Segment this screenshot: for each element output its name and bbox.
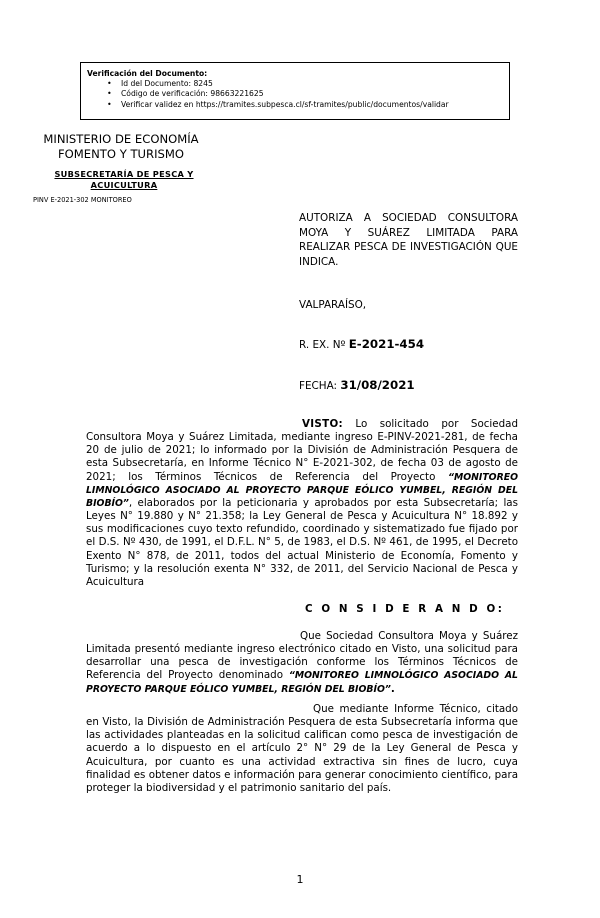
resolution-date xyxy=(299,378,415,392)
date-label: FECHA: xyxy=(299,380,338,392)
verification-url[interactable]: • Verificar validez en https://tramites.subpesca.cl/sf-tramites/public/documentos/validar xyxy=(107,100,509,110)
subsecretaria-name: SUBSECRETARÍA DE PESCA Y ACUICULTURA xyxy=(54,169,194,190)
visto-project-title: “MONITOREO LIMNOLÓGICO ASOCIADO AL PROYECTO PARQUE EÓLICO YUMBEL, REGIÓN DEL BIOBÍO” xyxy=(86,471,518,509)
date-value: 31/08/2021 xyxy=(340,378,415,392)
verification-code: • Código de verificación: 98663221625 xyxy=(107,89,509,99)
verification-title: Verificación del Documento: xyxy=(87,69,208,78)
considerando-heading: C O N S I D E R A N D O: xyxy=(305,603,505,615)
resolution-value: E-2021-454 xyxy=(348,337,425,351)
visto-text-1: Lo solicitado por Sociedad Consultora Moya y Suárez Limitada, mediante ingreso E-PINV-2021-281, de fecha 20 de julio de 2021; lo informado por la División de Administración Pesquera de esta Subsecretaría, en Informe Técnico N° E-2021-302, de fecha 03 de agosto de 2021; los Términos Técnicos de Referencia del Proyecto xyxy=(86,418,518,483)
place: VALPARAÍSO, xyxy=(299,299,367,311)
resolution-summary: AUTORIZA A SOCIEDAD CONSULTORA MOYA Y SUÁREZ LIMITADA PARA REALIZAR PESCA DE INVESTIGACIÓN QUE INDICA. xyxy=(299,212,518,268)
considerando-2-text: Que mediante Informe Técnico, citado en Visto, la División de Administración Pesquera de esta Subsecretaría informa que las actividades planteadas en la solicitud califican como pesca de investigación de acuerdo a lo dispuesto en el artículo 2° N° 29 de la Ley General de Pesca y Acuicultura, por cuanto es una actividad extractiva sin fines de lucro, cuya finalidad es obtener datos e información para generar conocimiento científico, para proteger la biodiversidad y el patrimonio sanitario del país. xyxy=(86,703,518,794)
resolution-number xyxy=(299,337,424,351)
considerando-paragraph-2 xyxy=(86,703,518,795)
resolution-label: R. EX. Nº xyxy=(299,339,346,351)
considerando-1-text: Que Sociedad Consultora Moya y Suárez Limitada presentó mediante ingreso electrónico citado en Visto, una solicitud para desarrollar una pesca de investigación conforme los Términos Técnicos de Referencia del Proyecto denominado xyxy=(86,630,518,682)
verification-box xyxy=(80,62,510,120)
visto-paragraph xyxy=(86,418,518,589)
verification-id: • Id del Documento: 8245 xyxy=(107,79,509,89)
ministry-name: MINISTERIO DE ECONOMÍA FOMENTO Y TURISMO xyxy=(43,132,199,161)
visto-keyword: VISTO: xyxy=(302,418,343,430)
considerando-paragraph-1 xyxy=(86,630,518,696)
visto-text-2: , elaborados por la peticionaria y aprobados por esta Subsecretaría; las Leyes N° 19.880 y N° 21.358; la Ley General de Pesca y Acuicultura N° 18.892 y sus modificaciones cuyo texto refundido, coordinado y sistematizado fue fijado por el D.S. Nº 430, de 1991, el D.F.L. N° 5, de 1983, el D.S. Nº 461, de 1995, el Decreto Exento N° 878, de 2011, todos del actual Ministerio de Economía, Fomento y Turismo; y la resolución exenta N° 332, de 2011, del Servicio Nacional de Pesca y Acuicultura xyxy=(86,496,518,588)
reference-code: PINV E-2021-302 MONITOREO xyxy=(33,196,132,204)
verification-list xyxy=(87,79,509,110)
considerando-1-end: . xyxy=(390,682,395,695)
page-number: 1 xyxy=(296,873,304,886)
considerando-1-project: “MONITOREO LIMNOLÓGICO ASOCIADO AL PROYECTO PARQUE EÓLICO YUMBEL, REGIÓN DEL BIOBÍO” xyxy=(86,670,518,695)
